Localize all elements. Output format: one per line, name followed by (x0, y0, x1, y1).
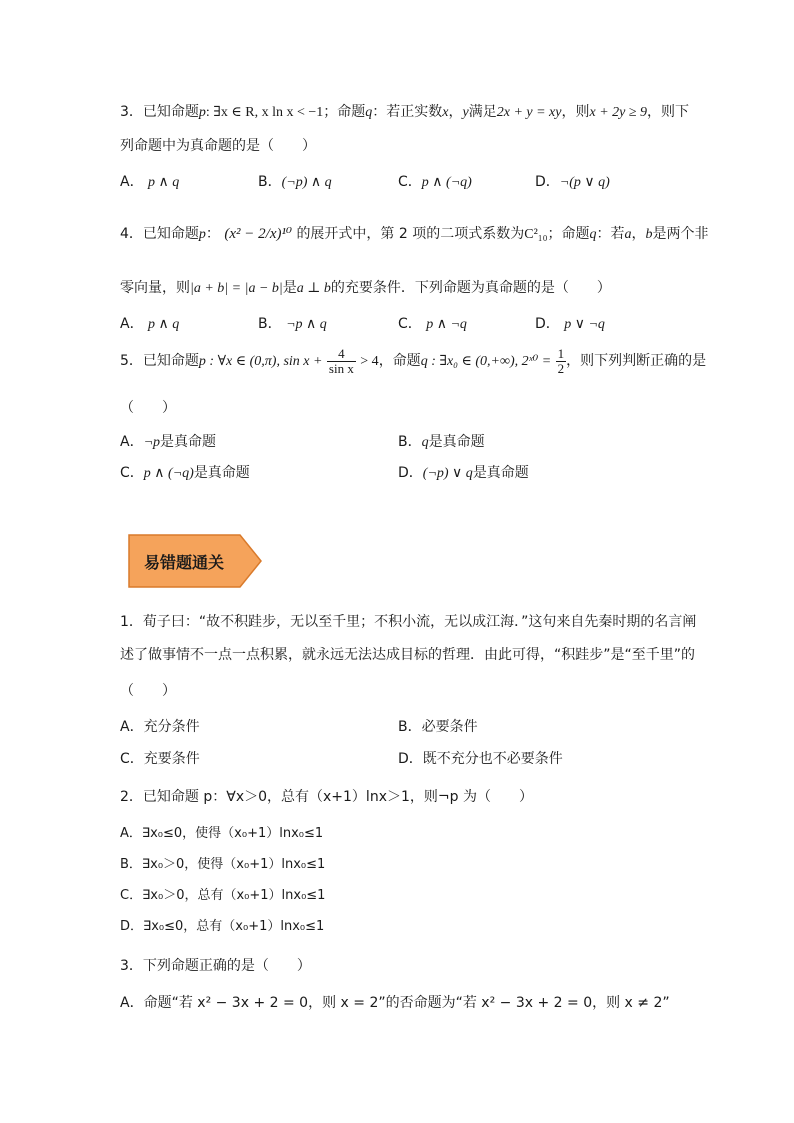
q4-line2 (120, 278, 611, 299)
q3-y: y (462, 105, 469, 120)
q5-p-expr: p : ∀x ∈ (0,π), sin x + (198, 354, 323, 369)
q4-line1: 4．已知命题p： (x² − 2/x)¹⁰ 的展开式中，第 2 项的二项式系数为C²₁₀；命题q：若a，b是两个非 (120, 226, 709, 242)
e3-line1: 3．下列命题正确的是（ ） (120, 958, 311, 974)
q3-text: ：若正实数 (372, 104, 443, 120)
q4-perpendicular: a ⊥ b (296, 281, 331, 296)
e1-option-d: D．既不充分也不必要条件 (398, 751, 563, 767)
q5-option-b: B．q是真命题 (398, 434, 485, 450)
q4-expansion: (x² − 2/x)¹⁰ (224, 226, 292, 242)
q3-option-b: B．(¬p) ∧ q (258, 174, 332, 190)
e1-option-a: A．充分条件 (120, 719, 200, 735)
e2-option-b: B．∃x₀＞0，使得（x₀+1）lnx₀≤1 (120, 857, 326, 872)
e2-option-c: C．∃x₀＞0，总有（x₀+1）lnx₀≤1 (120, 888, 326, 903)
q3-q: q (365, 105, 373, 120)
q3-text: ；命题 (323, 104, 366, 120)
banner-label: 易错题通关 (143, 552, 224, 572)
q3-text: 满足 (468, 104, 497, 120)
q4-vector-a: a (624, 227, 632, 242)
q4-option-d: D． p ∨ ¬q (535, 316, 605, 332)
e1-line2: 述了做事情不一点一点积累，就永远无法达成目标的哲理．由此可得，“积跬步”是“至千里”的 (120, 647, 696, 663)
q4-vector-b: b (645, 227, 653, 242)
q4-coefficient: C²₁₀ (524, 227, 548, 242)
q4-text: 的充要条件．下列命题为真命题的是（ ） (330, 280, 611, 296)
q5-number: 5．已知命题 (120, 353, 199, 369)
e1-line3: （ ） (120, 683, 176, 699)
q4-q: q (589, 227, 597, 242)
e2-option-d: D．∃x₀≤0，总有（x₀+1）lnx₀≤1 (120, 919, 325, 934)
q5-text: ，则下列判断正确的是 (566, 353, 707, 369)
q5-option-d: D．(¬p) ∨ q是真命题 (398, 465, 529, 481)
q5-q-expr: q : ∃x₀ ∈ (0,+∞), 2ˣ⁰ = (420, 354, 552, 369)
q5-option-c: C．p ∧ (¬q)是真命题 (120, 465, 250, 481)
q3-line1 (120, 102, 689, 123)
q5-fraction-4-over-sinx: $\frac{4}{\text{sin x}}$ (328, 345, 354, 376)
q4-text: 是 (282, 280, 297, 296)
q3-text: ，则下 (647, 104, 690, 120)
q4-option-a: A． p ∧ q (120, 316, 180, 332)
q5-fraction-half: $\frac{1}{2}$ (557, 345, 565, 376)
q3-x: x (442, 105, 449, 120)
q5-line1 (120, 346, 706, 377)
q4-number: 4．已知命题 (120, 226, 199, 242)
q4-text: 的展开式中，第 2 项的二项式系数为 (296, 226, 525, 242)
e1-option-c: C．充要条件 (120, 751, 200, 767)
q5-gt4: > 4 (360, 354, 379, 369)
q3-number: 3．已知命题 (120, 104, 199, 120)
q5-option-a: A．¬p是真命题 (120, 434, 217, 450)
q5-text: ，命题 (378, 353, 421, 369)
q4-text: ；命题 (547, 226, 590, 242)
e2-option-a: A．∃x₀≤0，使得（x₀+1）lnx₀≤1 (120, 826, 324, 841)
q3-option-a: A． p ∧ q (120, 174, 180, 190)
e3-option-a: A．命题“若 x² − 3x + 2 = 0，则 x = 2”的否命题为“若 x² − 3x + 2 = 0，则 x ≠ 2” (120, 995, 670, 1011)
q4-text: ：若 (596, 226, 625, 242)
q3-eq: 2x + y = xy (496, 105, 562, 120)
e1-option-b: B．必要条件 (398, 719, 478, 735)
q3-option-c: C．p ∧ (¬q) (398, 174, 472, 190)
q5-line2: （ ） (120, 400, 176, 416)
section-banner (128, 534, 262, 588)
q4-option-b: B． ¬p ∧ q (258, 316, 327, 332)
q4-p: p (198, 227, 206, 242)
q4-condition: |a + b| = |a − b| (190, 281, 283, 296)
e1-line1: 1．荀子曰：“故不积跬步，无以至千里；不积小流，无以成江海．”这句来自先秦时期的名言阐 (120, 614, 697, 630)
q3-ineq: x + 2y ≥ 9 (589, 105, 648, 120)
q4-text: 零向量，则 (120, 280, 190, 296)
q3-option-d: D．¬(p ∨ q) (535, 174, 610, 190)
q4-option-c: C． p ∧ ¬q (398, 316, 467, 332)
q3-text: ， (448, 104, 463, 120)
e2-line1: 2．已知命题 p：∀x＞0，总有（x+1）lnx＞1，则¬p 为（ ） (120, 789, 533, 805)
q4-text: 是两个非 (652, 226, 709, 242)
q3-p-def: : ∃x ∈ R, x ln x < −1 (205, 105, 324, 120)
q3-text: ，则 (561, 104, 590, 120)
q3-line2: 列命题中为真命题的是（ ） (120, 138, 316, 154)
q3-p: p (198, 105, 206, 120)
